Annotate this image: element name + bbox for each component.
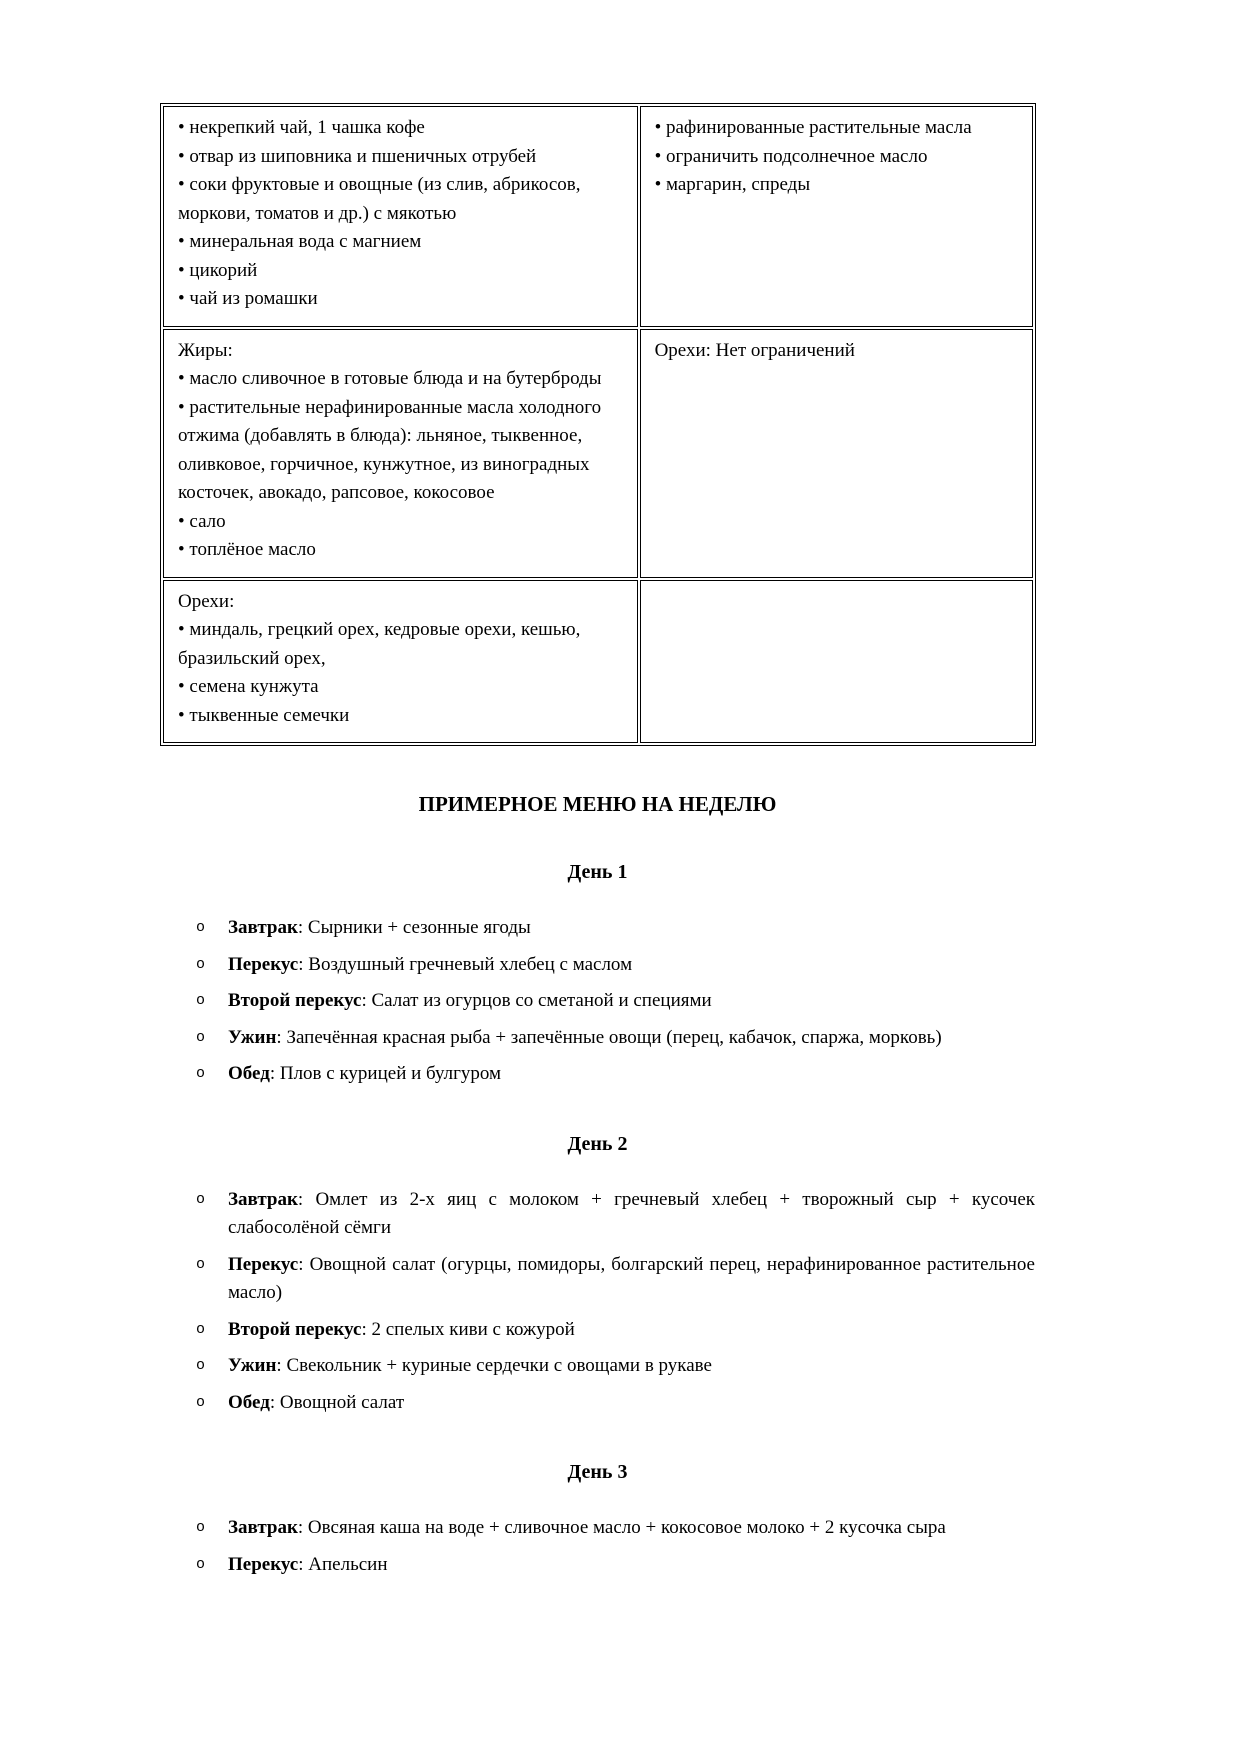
day-section-3 xyxy=(160,1461,1035,1579)
cell-line: • ограничить подсолнечное масло xyxy=(654,145,928,167)
cell-line: • масло сливочное в готовые блюда и на бутерброды xyxy=(178,368,602,389)
list-marker: o xyxy=(196,1393,206,1411)
table-cell-fats xyxy=(163,329,638,578)
menu-item-text xyxy=(228,1316,1035,1345)
menu-item xyxy=(196,914,1035,943)
table-cell-nuts xyxy=(163,580,638,744)
menu-item-body: : Запечённая красная рыба + запечённые овощи (перец, кабачок, спаржа, морковь) xyxy=(276,1026,942,1048)
cell-line: • рафинированные растительные масла xyxy=(654,117,972,138)
menu-item-text xyxy=(228,914,1035,943)
menu-item-body: : Салат из огурцов со сметаной и специями xyxy=(361,990,712,1011)
day-section-1 xyxy=(160,861,1035,1089)
menu-item-label: Перекус xyxy=(228,1253,299,1275)
menu-item-text xyxy=(228,987,1035,1016)
menu-item-label: Ужин xyxy=(228,1026,277,1048)
menu-item-text xyxy=(228,1514,1035,1543)
menu-item-text xyxy=(228,1024,1035,1053)
list-marker: o xyxy=(196,1320,206,1338)
menu-item xyxy=(196,1316,1035,1345)
list-marker: o xyxy=(196,1519,206,1536)
table-cell-empty xyxy=(640,580,1033,744)
table-cell-drinks xyxy=(163,106,638,327)
menu-item-body: : Овощной салат (огурцы, помидоры, болгарский перец, нерафинированное растительное масло) xyxy=(228,1253,1035,1303)
day-heading: День 1 xyxy=(567,861,628,883)
cell-line: • сало xyxy=(178,510,226,532)
day-section-2 xyxy=(160,1133,1035,1418)
day-list xyxy=(160,914,1035,1089)
menu-item-body: : Сырники + сезонные ягоды xyxy=(297,917,531,938)
menu-item-text xyxy=(228,1060,1035,1089)
menu-item-label: Обед xyxy=(228,1063,270,1084)
list-marker: o xyxy=(196,1028,206,1046)
cell-line: Орехи: Нет ограничений xyxy=(654,339,855,361)
menu-item xyxy=(196,1514,1035,1543)
menu-item-text xyxy=(228,1352,1035,1381)
list-marker: o xyxy=(196,1190,206,1208)
cell-line: • тыквенные семечки xyxy=(178,704,350,726)
diet-table xyxy=(160,103,1036,746)
cell-line: • некрепкий чай, 1 чашка кофе xyxy=(178,117,425,138)
list-marker: o xyxy=(196,919,206,936)
menu-item-body: : Свекольник + куриные сердечки с овощами в рукаве xyxy=(276,1355,712,1376)
menu-item xyxy=(196,1024,1035,1053)
menu-item-body: : Омлет из 2-х яиц с молоком + гречневый хлебец + творожный сыр + кусочек слабосолёной сёмги xyxy=(228,1188,1035,1238)
table-row xyxy=(163,329,1033,578)
cell-line: • топлёное масло xyxy=(178,539,316,560)
table-row xyxy=(163,580,1033,744)
cell-line: • соки фруктовые и овощные (из слив, абрикосов, моркови, томатов и др.) с мякотью xyxy=(178,174,581,224)
menu-item-label: Второй перекус xyxy=(228,990,362,1011)
menu-item-text xyxy=(228,951,1035,980)
table-row xyxy=(163,106,1033,327)
menu-item xyxy=(196,1251,1035,1308)
menu-item xyxy=(196,1352,1035,1381)
list-marker: o xyxy=(196,1065,206,1082)
menu-item xyxy=(196,1186,1035,1243)
day-heading: День 2 xyxy=(567,1132,628,1155)
menu-item xyxy=(196,987,1035,1016)
day-heading: День 3 xyxy=(567,1461,628,1483)
menu-item-body: : Плов с курицей и булгуром xyxy=(269,1063,502,1084)
menu-item-label: Второй перекус xyxy=(228,1318,362,1340)
cell-line: • семена кунжута xyxy=(178,676,319,697)
menu-item xyxy=(196,951,1035,980)
menu-item-label: Завтрак xyxy=(228,917,298,938)
menu-item-label: Завтрак xyxy=(228,1188,298,1210)
menu-item xyxy=(196,1389,1035,1418)
menu-title: ПРИМЕРНОЕ МЕНЮ НА НЕДЕЛЮ xyxy=(418,792,777,816)
cell-line: • чай из ромашки xyxy=(178,288,318,309)
list-marker: o xyxy=(196,992,206,1009)
menu-item-label: Обед xyxy=(228,1391,270,1413)
menu-item-text xyxy=(228,1186,1035,1243)
day-list xyxy=(160,1186,1035,1418)
day-list xyxy=(160,1514,1035,1579)
menu-item-label: Ужин xyxy=(228,1355,277,1376)
cell-line: • миндаль, грецкий орех, кедровые орехи, кешью, бразильский орех, xyxy=(178,619,581,669)
menu-item xyxy=(196,1060,1035,1089)
menu-item-label: Завтрак xyxy=(228,1517,298,1538)
cell-line: • отвар из шиповника и пшеничных отрубей xyxy=(178,145,537,167)
menu-item-body: : 2 спелых киви с кожурой xyxy=(361,1318,575,1340)
menu-item-text xyxy=(228,1251,1035,1308)
list-marker: o xyxy=(196,1255,206,1273)
table-cell-nuts-note xyxy=(640,329,1033,578)
cell-line: Орехи: xyxy=(178,590,235,612)
menu-item-text xyxy=(228,1389,1035,1418)
menu-item xyxy=(196,1551,1035,1580)
cell-line: Жиры: xyxy=(178,339,233,361)
cell-line: • растительные нерафинированные масла холодного отжима (добавлять в блюда): льняное, тыквенное, оливковое, горчичное, кунжутное, из виноградных косточек, авокадо, рапсовое, кокосовое xyxy=(178,396,602,503)
list-marker: o xyxy=(196,1357,206,1374)
cell-line: • цикорий xyxy=(178,259,258,281)
cell-line: • маргарин, спреды xyxy=(654,174,811,195)
table-cell-restricted-oils xyxy=(640,106,1033,327)
menu-item-label: Перекус xyxy=(228,1553,299,1575)
list-marker: o xyxy=(196,955,206,973)
cell-line: • минеральная вода с магнием xyxy=(178,231,422,252)
menu-item-label: Перекус xyxy=(228,953,299,975)
menu-item-body: : Овсяная каша на воде + сливочное масло + кокосовое молоко + 2 кусочка сыра xyxy=(297,1517,946,1538)
menu-item-text xyxy=(228,1551,1035,1580)
menu-item-body: : Апельсин xyxy=(298,1553,388,1575)
menu-item-body: : Воздушный гречневый хлебец с маслом xyxy=(298,953,633,975)
menu-item-body: : Овощной салат xyxy=(269,1391,405,1413)
list-marker: o xyxy=(196,1555,206,1573)
